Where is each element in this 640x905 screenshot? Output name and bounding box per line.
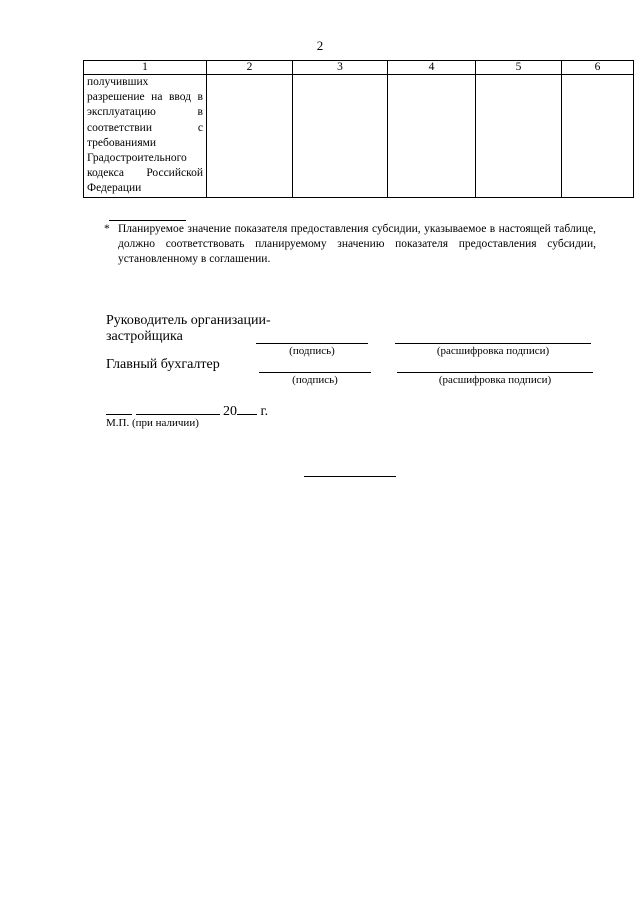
footnote-text: Планируемое значение показателя предоставления субсидии, указываемое в настоящей таблице, должно соответствовать планируемому значению показателя предоставления субсидии, установленному в соглашении. bbox=[118, 223, 596, 265]
table-cell bbox=[388, 75, 476, 198]
table-cell bbox=[562, 75, 634, 198]
end-separator bbox=[304, 476, 396, 477]
page-number: 2 bbox=[316, 38, 324, 53]
accountant-signature-caption: (подпись) bbox=[292, 374, 338, 386]
table-header-row bbox=[84, 61, 634, 75]
accountant-signature-line bbox=[259, 372, 371, 373]
footnote bbox=[104, 222, 596, 267]
stamp-label: М.П. (при наличии) bbox=[106, 417, 199, 429]
table-cell bbox=[293, 75, 388, 198]
table-header-cell: 3 bbox=[293, 61, 388, 75]
head-decoding-line bbox=[395, 343, 591, 344]
footnote-marker: * bbox=[104, 223, 110, 235]
day-blank bbox=[106, 402, 132, 415]
head-signature-caption: (подпись) bbox=[289, 345, 335, 357]
table-header-cell: 2 bbox=[207, 61, 293, 75]
accountant-decoding-caption: (расшифровка подписи) bbox=[438, 374, 552, 386]
table-cell bbox=[476, 75, 562, 198]
table-header-cell: 5 bbox=[476, 61, 562, 75]
table-row bbox=[84, 75, 634, 198]
footnote-separator bbox=[109, 220, 186, 221]
year-prefix: 20 bbox=[223, 404, 237, 419]
table-header-cell: 6 bbox=[562, 61, 634, 75]
description-text: получивших разрешение на ввод в эксплуатацию в соответствии с требованиями Градостроительного кодекса Российской Федерации bbox=[87, 76, 203, 195]
indicator-table bbox=[83, 60, 634, 198]
year-suffix: г. bbox=[260, 404, 269, 419]
table-cell-description bbox=[84, 75, 207, 198]
year-blank bbox=[237, 402, 257, 415]
head-label-line2: застройщика bbox=[106, 329, 183, 344]
table-header-cell: 1 bbox=[84, 61, 207, 75]
head-signature-line bbox=[256, 343, 368, 344]
month-blank bbox=[136, 402, 220, 415]
head-decoding-caption: (расшифровка подписи) bbox=[436, 345, 550, 357]
accountant-label: Главный бухгалтер bbox=[106, 357, 220, 372]
table-header-cell: 4 bbox=[388, 61, 476, 75]
table-cell bbox=[207, 75, 293, 198]
head-label-line1: Руководитель организации- bbox=[106, 313, 271, 328]
accountant-decoding-line bbox=[397, 372, 593, 373]
